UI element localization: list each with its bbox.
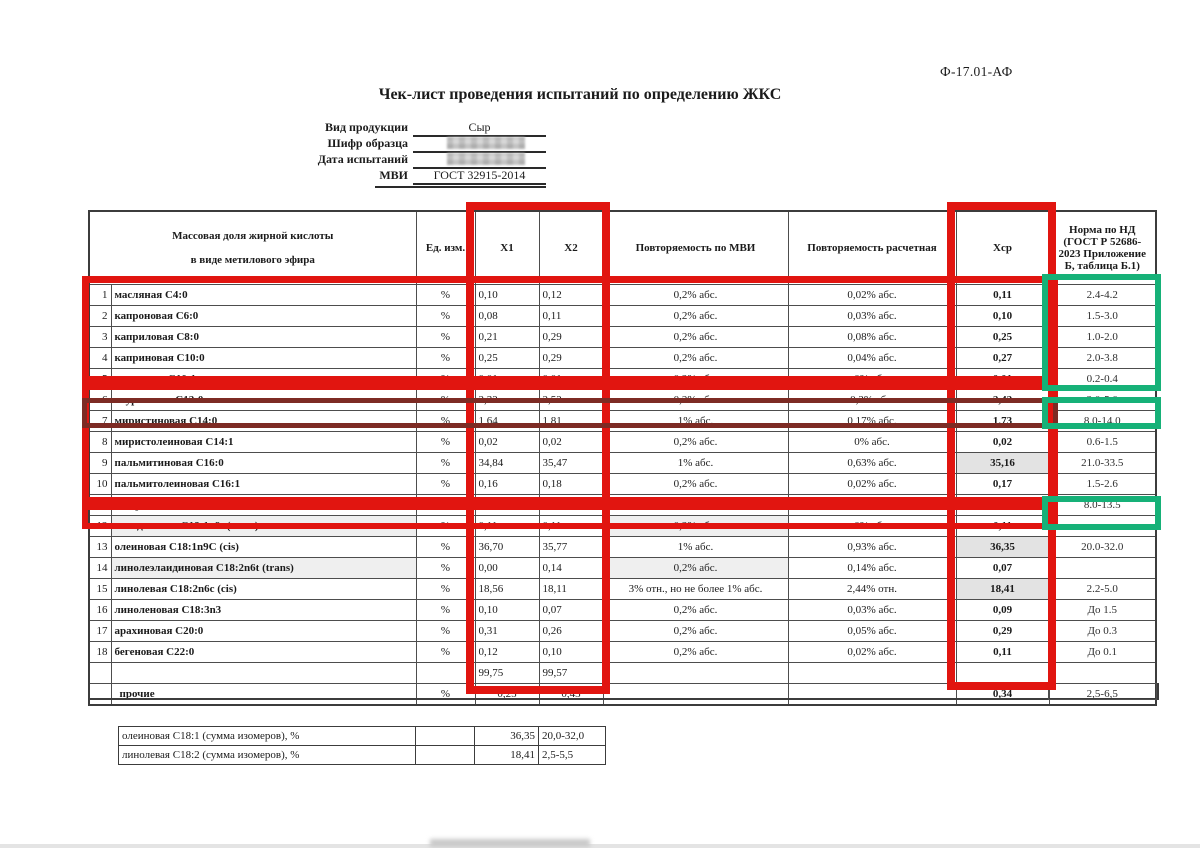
acid-name: бегеновая C22:0 [111,642,416,663]
x1-value: 0,08 [475,306,539,327]
isomer-sum-value: 18,41 [475,746,539,765]
unit-cell: % [416,411,475,432]
table-row [89,285,1156,306]
repeatability-mvi-value: 0,2% абс. [603,642,788,663]
x1-value: 0,25 [475,684,539,706]
results-table [88,210,1157,706]
censored-bottom-area [430,839,590,847]
col-header-acid-name-line2: в виде метилового эфира [190,254,315,266]
table-row [89,348,1156,369]
x2-value: 0,11 [539,306,603,327]
unit-cell: % [416,558,475,579]
xavg-value: 0,17 [956,474,1049,495]
field-value [413,136,546,153]
unit-cell: % [416,306,475,327]
unit-cell: % [416,453,475,474]
xavg-value: 0,11 [956,285,1049,306]
norm-value: 2.4-4.2 [1049,285,1156,306]
acid-name: элаидиновая C18:1n9t (trans) [111,516,416,537]
acid-name: арахиновая C20:0 [111,621,416,642]
repeatability-calc-value: 0% абс. [788,516,956,537]
isomer-sum-row [119,727,606,746]
xavg-value: 0,34 [956,684,1049,706]
xavg-value [956,663,1049,684]
xavg-value: 35,16 [956,453,1049,474]
xavg-value: 4,21 [956,495,1049,516]
x1-value: 34,84 [475,453,539,474]
acid-name: пальмитиновая C16:0 [111,453,416,474]
isomer-sum-range: 20,0-32,0 [539,727,606,746]
x1-value: 99,75 [475,663,539,684]
norm-value: До 1.5 [1049,600,1156,621]
table-row [89,474,1156,495]
norm-value: 21.0-33.5 [1049,453,1156,474]
row-number: 17 [89,621,111,642]
field-value: ГОСТ 32915-2014 [413,168,546,185]
table-row [89,369,1156,390]
row-number: 15 [89,579,111,600]
norm-value: 2.0-3.8 [1049,348,1156,369]
unit-cell: % [416,537,475,558]
xavg-value: 0,29 [956,621,1049,642]
xavg-value: 1,73 [956,411,1049,432]
repeatability-mvi-value: 0,2% абс. [603,369,788,390]
row-number: 11 [89,495,111,516]
page-title: Чек-лист проведения испытаний по определению ЖКС [378,86,782,103]
xavg-value: 36,35 [956,537,1049,558]
acid-name: олеиновая C18:1n9C (cis) [111,537,416,558]
unit-cell: % [416,327,475,348]
x1-value: 0,25 [475,348,539,369]
col-header-acid-name [89,211,416,285]
x2-value: 0,26 [539,621,603,642]
col-header-unit: Ед. изм. [416,211,475,285]
acid-name: лауриновая C12:0 [111,390,416,411]
repeatability-mvi-value: 0,2% абс. [603,516,788,537]
table-row [89,411,1156,432]
acid-name: деценовая C10:1 [111,369,416,390]
unit-cell: % [416,684,475,706]
table-row [89,453,1156,474]
acid-name: масляная C4:0 [111,285,416,306]
x2-value: 2,52 [539,390,603,411]
repeatability-calc-value: 0,93% абс. [788,537,956,558]
censored-value [447,137,525,149]
acid-name: миристиновая C14:0 [111,411,416,432]
censored-value [447,153,525,165]
isomer-sum-row [119,746,606,765]
x2-value: 0,43 [539,684,603,706]
norm-value: 2.0-5.0 [1049,390,1156,411]
repeatability-mvi-value: 0,2% абс. [603,474,788,495]
acid-name: линолеэлаидиновая C18:2n6t (trans) [111,558,416,579]
acid-name: пальмитолеиновая C16:1 [111,474,416,495]
x2-value: 0,11 [539,516,603,537]
norm-value: 2.2-5.0 [1049,579,1156,600]
repeatability-calc-value: 0% абс. [788,369,956,390]
repeatability-calc-value: 0,03% абс. [788,306,956,327]
repeatability-calc-value: 0,2% абс. [788,390,956,411]
norm-value: До 0.3 [1049,621,1156,642]
xavg-value: 2,42 [956,390,1049,411]
acid-name: каприновая C10:0 [111,348,416,369]
norm-value: 1.5-2.6 [1049,474,1156,495]
norm-value: 1.5-3.0 [1049,306,1156,327]
repeatability-calc-value: 0,03% абс. [788,495,956,516]
col-header-acid-name-line1: Массовая доля жирной кислоты [172,229,334,242]
repeatability-calc-value: 0,02% абс. [788,642,956,663]
x2-value: 99,57 [539,663,603,684]
acid-name: миристолеиновая C14:1 [111,432,416,453]
norm-value: 8.0-13.5 [1049,495,1156,516]
table-row [89,516,1156,537]
acid-name [111,663,416,684]
xavg-value: 0,11 [956,642,1049,663]
unit-cell: % [416,432,475,453]
field-row [0,136,1200,152]
unit-cell: % [416,348,475,369]
isomer-sum-name: линолевая C18:2 (сумма изомеров), % [119,746,416,765]
x1-value: 0,02 [475,432,539,453]
page-edge-shadow [0,844,1200,848]
repeatability-mvi-value: 0,2% абс. [603,390,788,411]
repeatability-calc-value: 0,02% абс. [788,474,956,495]
x1-value: 0,12 [475,642,539,663]
table-row [89,579,1156,600]
unit-cell: % [416,369,475,390]
unit-cell [416,663,475,684]
x1-value: 0,10 [475,285,539,306]
row-number: 14 [89,558,111,579]
table-row [89,306,1156,327]
isomer-sum-range: 2,5-5,5 [539,746,606,765]
repeatability-mvi-value: 1% абс. [603,411,788,432]
repeatability-mvi-value: 1% абс. [603,495,788,516]
col-header-norm: Норма по НД (ГОСТ Р 52686-2023 Приложение Б, таблица Б.1) [1049,211,1156,285]
table-row [89,327,1156,348]
row-number: 1 [89,285,111,306]
isomer-sum-unit [416,727,475,746]
row-number: 8 [89,432,111,453]
repeatability-mvi-value: 0,2% абс. [603,327,788,348]
isomer-sum-unit [416,746,475,765]
row-number: 3 [89,327,111,348]
field-underline [375,186,546,188]
unit-cell: % [416,390,475,411]
table-row [89,600,1156,621]
x1-value: 36,70 [475,537,539,558]
row-number: 12 [89,516,111,537]
repeatability-mvi-value: 0,2% абс. [603,600,788,621]
x2-value: 0,02 [539,432,603,453]
repeatability-mvi-value: 0,2% абс. [603,348,788,369]
row-number: 7 [89,411,111,432]
repeatability-calc-value: 0% абс. [788,432,956,453]
repeatability-calc-value: 0,05% абс. [788,621,956,642]
table-row [89,495,1156,516]
xavg-value: 0,25 [956,327,1049,348]
acid-name: линолевая C18:2n6c (cis) [111,579,416,600]
field-value [413,152,546,169]
repeatability-calc-value: 0,04% абс. [788,348,956,369]
col-header-repeatability-calc: Повторяемость расчетная [788,211,956,285]
table-row [89,432,1156,453]
table-row [89,642,1156,663]
isomer-sum-name: олеиновая C18:1 (сумма изомеров), % [119,727,416,746]
field-label: МВИ [379,168,408,182]
x1-value: 2,32 [475,390,539,411]
repeatability-mvi-value: 0,2% абс. [603,558,788,579]
repeatability-calc-value: 2,44% отн. [788,579,956,600]
row-number: 4 [89,348,111,369]
repeatability-mvi-value: 1% абс. [603,537,788,558]
isomer-sum-value: 36,35 [475,727,539,746]
norm-column-empty-footer-cell [1048,683,1157,700]
field-label: Шифр образца [327,136,408,150]
unit-cell: % [416,642,475,663]
xavg-value: 0,27 [956,348,1049,369]
x1-value: 0,16 [475,474,539,495]
unit-cell: % [416,621,475,642]
field-row [0,168,1200,184]
x2-value: 0,18 [539,474,603,495]
norm-value [1049,558,1156,579]
x2-value: 0,29 [539,348,603,369]
acid-name: капроновая C6:0 [111,306,416,327]
table-header-row [89,211,1156,285]
norm-value [1049,663,1156,684]
xavg-value: 0,02 [956,432,1049,453]
x1-value: 0,10 [475,600,539,621]
row-number: 13 [89,537,111,558]
x1-value: 18,56 [475,579,539,600]
xavg-value: 18,41 [956,579,1049,600]
form-code: Ф-17.01-АФ [940,64,1013,79]
sum-row [89,663,1156,684]
x1-value: 0,00 [475,558,539,579]
x1-value: 0,31 [475,621,539,642]
repeatability-calc-value: 0,03% абс. [788,600,956,621]
norm-value: 0.2-0.4 [1049,369,1156,390]
row-number: 18 [89,642,111,663]
row-number [89,663,111,684]
repeatability-calc-value: 0,14% абс. [788,558,956,579]
acid-name: прочие [111,684,416,706]
table-row [89,390,1156,411]
repeatability-mvi-value: 0,2% абс. [603,621,788,642]
acid-name: линоленовая C18:3n3 [111,600,416,621]
acid-name: стеариновая C18:0 [111,495,416,516]
norm-value: 0.6-1.5 [1049,432,1156,453]
table-row [89,621,1156,642]
unit-cell: % [416,516,475,537]
x2-value: 0,07 [539,600,603,621]
unit-cell: % [416,600,475,621]
norm-value: 20.0-32.0 [1049,537,1156,558]
repeatability-calc-value: 0,02% абс. [788,285,956,306]
x1-value: 0,01 [475,369,539,390]
x1-value: 1,64 [475,411,539,432]
row-number: 5 [89,369,111,390]
unit-cell: % [416,495,475,516]
xavg-value: 0,07 [956,558,1049,579]
x2-value: 4,19 [539,495,603,516]
xavg-value: 0,01 [956,369,1049,390]
xavg-value: 0,09 [956,600,1049,621]
x2-value: 18,11 [539,579,603,600]
repeatability-calc-value: 0,08% абс. [788,327,956,348]
isomer-sums-table [118,726,606,765]
unit-cell: % [416,579,475,600]
repeatability-mvi-value [603,663,788,684]
repeatability-calc-value [788,663,956,684]
norm-value: До 0.1 [1049,642,1156,663]
x2-value: 0,12 [539,285,603,306]
col-header-x1: X1 [475,211,539,285]
field-row [0,152,1200,168]
col-header-x2: X2 [539,211,603,285]
repeatability-mvi-value: 0,2% абс. [603,432,788,453]
table-row [89,558,1156,579]
x2-value: 0,10 [539,642,603,663]
col-header-xavg: Хср [956,211,1049,285]
field-label: Дата испытаний [317,152,408,166]
col-header-repeatability-mvi: Повторяемость по МВИ [603,211,788,285]
x1-value: 0,11 [475,516,539,537]
field-row [0,120,1200,136]
repeatability-calc-value: 0,63% абс. [788,453,956,474]
row-number: 2 [89,306,111,327]
repeatability-mvi-value: 1% абс. [603,453,788,474]
x2-value: 0,01 [539,369,603,390]
row-number: 16 [89,600,111,621]
xavg-value: 0,11 [956,516,1049,537]
table-outer-frame-footer [88,683,1159,700]
repeatability-calc-value: 0,17% абс. [788,411,956,432]
x2-value: 1,81 [539,411,603,432]
norm-value: 8.0-14.0 [1049,411,1156,432]
x2-value: 35,47 [539,453,603,474]
acid-name: каприловая C8:0 [111,327,416,348]
row-number: 10 [89,474,111,495]
row-number: 6 [89,390,111,411]
x1-value: 0,21 [475,327,539,348]
row-number: 9 [89,453,111,474]
unit-cell: % [416,474,475,495]
repeatability-mvi-value: 0,2% абс. [603,306,788,327]
repeatability-mvi-value: 3% отн., но не более 1% абс. [603,579,788,600]
field-value: Сыр [413,120,546,137]
repeatability-mvi-value: 0,2% абс. [603,285,788,306]
x1-value: 4,22 [475,495,539,516]
x2-value: 35,77 [539,537,603,558]
table-row [89,537,1156,558]
norm-value [1049,516,1156,537]
unit-cell: % [416,285,475,306]
norm-value: 1.0-2.0 [1049,327,1156,348]
x2-value: 0,14 [539,558,603,579]
x2-value: 0,29 [539,327,603,348]
field-label: Вид продукции [325,120,408,134]
norm-value: 2,5-6,5 [1049,684,1156,706]
xavg-value: 0,10 [956,306,1049,327]
